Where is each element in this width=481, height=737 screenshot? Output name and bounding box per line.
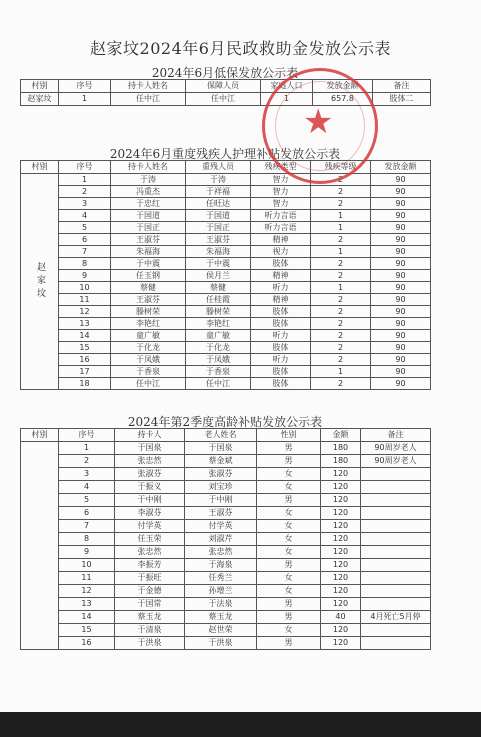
- table-cell: 15: [59, 342, 111, 354]
- table-cell: 童广敏: [111, 330, 186, 342]
- table-cell: 于振旺: [115, 572, 185, 585]
- table-cell: 90: [371, 222, 431, 234]
- table-cell: 于法泉: [185, 598, 257, 611]
- table-row: [21, 559, 431, 572]
- table-cell: 90: [371, 318, 431, 330]
- table-cell: 2: [311, 378, 371, 390]
- header-cell: 序号: [59, 429, 115, 442]
- table-cell: 12: [59, 585, 115, 598]
- table-cell: 120: [321, 481, 361, 494]
- table-cell: 8: [59, 533, 115, 546]
- table-cell: 90: [371, 234, 431, 246]
- header-cell: 残疾等级: [311, 161, 371, 174]
- table-cell: 女: [257, 546, 321, 559]
- table-cell: 120: [321, 468, 361, 481]
- table-cell: 2: [311, 354, 371, 366]
- table-cell: 4: [59, 481, 115, 494]
- table-row: [21, 481, 431, 494]
- table-cell: 120: [321, 494, 361, 507]
- table-cell: 11: [59, 294, 111, 306]
- table-cell: 4: [59, 210, 111, 222]
- header-cell: 老人姓名: [185, 429, 257, 442]
- table-cell: 2: [311, 294, 371, 306]
- table-cell: 朱福海: [186, 246, 251, 258]
- table-row: [21, 210, 431, 222]
- table-cell: 冯重杰: [111, 186, 186, 198]
- table-cell: 90: [371, 270, 431, 282]
- table-cell: 120: [321, 585, 361, 598]
- table-row: [21, 546, 431, 559]
- table-cell: 6: [59, 234, 111, 246]
- table-cell: 肢体: [251, 306, 311, 318]
- table-cell: 15: [59, 624, 115, 637]
- table-row: [21, 270, 431, 282]
- table-cell: 智力: [251, 198, 311, 210]
- header-cell: 性别: [257, 429, 321, 442]
- table-cell: 90周岁老人: [361, 442, 431, 455]
- table-cell: [361, 585, 431, 598]
- table-cell: 肢体: [251, 258, 311, 270]
- table-cell: 蔡健: [111, 282, 186, 294]
- table-cell: [361, 520, 431, 533]
- table-cell: 7: [59, 246, 111, 258]
- table-cell: 于海泉: [185, 559, 257, 572]
- table-cell: 听力言语: [251, 210, 311, 222]
- table-cell: 李振芳: [115, 559, 185, 572]
- table-cell: 120: [321, 559, 361, 572]
- table-cell: 赵世荣: [185, 624, 257, 637]
- table-cell: 蔡健: [186, 282, 251, 294]
- table-row: [21, 520, 431, 533]
- table-cell: 任玉荣: [115, 533, 185, 546]
- table-cell: 任中江: [186, 378, 251, 390]
- table-cell: 2: [59, 455, 115, 468]
- table-cell: 于忠红: [111, 198, 186, 210]
- table-row: [21, 494, 431, 507]
- table-cell: 任中江: [186, 93, 261, 106]
- table-row: [21, 174, 431, 186]
- star-icon: ★: [303, 102, 334, 142]
- table-row: [21, 318, 431, 330]
- page-title: 赵家坟2024年6月民政救助金发放公示表: [90, 39, 391, 58]
- table-cell: 13: [59, 598, 115, 611]
- table-cell: 90: [371, 354, 431, 366]
- table-cell: 李艳红: [186, 318, 251, 330]
- table-cell: 2: [311, 198, 371, 210]
- table-cell: 男: [257, 455, 321, 468]
- table-cell: [361, 546, 431, 559]
- header-row: [21, 80, 431, 93]
- header-row: [21, 161, 431, 174]
- table-cell: 120: [321, 533, 361, 546]
- header-cell: 家庭人口: [261, 80, 313, 93]
- table-cell: 1: [311, 366, 371, 378]
- table-cell: 肢体: [251, 366, 311, 378]
- table-cell: 14: [59, 330, 111, 342]
- table-cell: 1: [311, 210, 371, 222]
- table-cell: 90: [371, 246, 431, 258]
- table-cell: 120: [321, 520, 361, 533]
- table-cell: 于涛: [111, 174, 186, 186]
- table-cell: 12: [59, 306, 111, 318]
- header-cell: 持卡人姓名: [111, 80, 186, 93]
- table-cell: 1: [59, 174, 111, 186]
- table-row: [21, 342, 431, 354]
- table-cell: 于祥福: [186, 186, 251, 198]
- table-cell: 1: [311, 222, 371, 234]
- table-cell: 李艳红: [111, 318, 186, 330]
- table-cell: 付学英: [115, 520, 185, 533]
- table-cell: 1: [261, 93, 313, 106]
- table-cell: 2: [311, 234, 371, 246]
- table-cell: 男: [257, 611, 321, 624]
- table-row: [21, 598, 431, 611]
- table-cell: [361, 572, 431, 585]
- table-cell: 刘淑芹: [185, 533, 257, 546]
- table-cell: 于洪泉: [185, 637, 257, 650]
- table-cell: 2: [59, 186, 111, 198]
- table-cell: 于国正: [111, 222, 186, 234]
- table-cell: 于中震: [111, 258, 186, 270]
- table-cell: 智力: [251, 174, 311, 186]
- header-cell: 残疾类型: [251, 161, 311, 174]
- table-cell: 2: [311, 270, 371, 282]
- table-cell: 任玉钢: [111, 270, 186, 282]
- table-cell: 90周岁老人: [361, 455, 431, 468]
- table-cell: 于中刚: [185, 494, 257, 507]
- table3: [20, 428, 431, 650]
- table-row: [21, 533, 431, 546]
- table-cell: 5: [59, 222, 111, 234]
- table-cell: 女: [257, 481, 321, 494]
- table-cell: 王淑芬: [185, 507, 257, 520]
- table-row: [21, 246, 431, 258]
- table-cell: [361, 533, 431, 546]
- table-cell: 10: [59, 282, 111, 294]
- table-cell: 张淑芬: [185, 468, 257, 481]
- table-cell: 90: [371, 198, 431, 210]
- table-cell: 于清泉: [115, 624, 185, 637]
- table3-title: 2024年第2季度高龄补贴发放公示表: [127, 415, 323, 429]
- table-cell: 女: [257, 520, 321, 533]
- table-cell: 6: [59, 507, 115, 520]
- table-cell: 任中江: [111, 93, 186, 106]
- table-cell: 于化龙: [111, 342, 186, 354]
- table-row: [21, 611, 431, 624]
- table-row: [21, 222, 431, 234]
- header-cell: 持卡人姓名: [111, 161, 186, 174]
- table-cell: 朱福海: [111, 246, 186, 258]
- header-cell: 持卡人: [115, 429, 185, 442]
- table-cell: 男: [257, 442, 321, 455]
- table-cell: 滕树荣: [186, 306, 251, 318]
- table-cell: 2: [311, 258, 371, 270]
- table-cell: 90: [371, 366, 431, 378]
- table-cell: 90: [371, 186, 431, 198]
- table-cell: 180: [321, 442, 361, 455]
- table-row: [21, 306, 431, 318]
- table-cell: 于香泉: [111, 366, 186, 378]
- table-cell: [361, 637, 431, 650]
- table-cell: 王淑芬: [111, 234, 186, 246]
- table-cell: 18: [59, 378, 111, 390]
- table-cell: 男: [257, 559, 321, 572]
- table-cell: 4月死亡5月停: [361, 611, 431, 624]
- table-cell: 于化龙: [186, 342, 251, 354]
- table-row: [21, 366, 431, 378]
- table-cell: 王淑芬: [186, 234, 251, 246]
- table-cell: 听力言语: [251, 222, 311, 234]
- table-cell: 刘宝珍: [185, 481, 257, 494]
- table-cell: 90: [371, 210, 431, 222]
- header-cell: 村别: [21, 161, 59, 174]
- table-cell: 120: [321, 637, 361, 650]
- table-cell: 于振义: [115, 481, 185, 494]
- table-cell: 王淑芬: [111, 294, 186, 306]
- table-row: [21, 468, 431, 481]
- table-cell: 1: [59, 93, 111, 106]
- table-cell: 120: [321, 624, 361, 637]
- village-cell: [21, 442, 59, 650]
- table-row: [21, 637, 431, 650]
- table-cell: 肢体: [251, 378, 311, 390]
- table-cell: 120: [321, 598, 361, 611]
- table-cell: 90: [371, 342, 431, 354]
- table-cell: 1: [311, 282, 371, 294]
- table-cell: 智力: [251, 186, 311, 198]
- table-cell: 肢体: [251, 342, 311, 354]
- village-cell: 赵家坟: [21, 174, 59, 390]
- table-cell: 16: [59, 637, 115, 650]
- header-cell: 保障人员: [186, 80, 261, 93]
- header-cell: 序号: [59, 161, 111, 174]
- official-seal: [262, 68, 378, 184]
- table-cell: 于香泉: [186, 366, 251, 378]
- table-row: [21, 442, 431, 455]
- table-cell: 3: [59, 468, 115, 481]
- table-cell: [361, 559, 431, 572]
- table-cell: 9: [59, 546, 115, 559]
- table-cell: 任中江: [111, 378, 186, 390]
- table-cell: 120: [321, 572, 361, 585]
- table-row: [21, 234, 431, 246]
- table-cell: 精神: [251, 234, 311, 246]
- table-cell: 9: [59, 270, 111, 282]
- table-cell: 付学英: [185, 520, 257, 533]
- header-cell: 序号: [59, 80, 111, 93]
- table-cell: 于国泉: [115, 442, 185, 455]
- table-row: [21, 294, 431, 306]
- header-cell: 金额: [321, 429, 361, 442]
- table-cell: [361, 507, 431, 520]
- table-cell: 蔡玉龙: [115, 611, 185, 624]
- table-cell: [361, 598, 431, 611]
- table-cell: 7: [59, 520, 115, 533]
- table-cell: 赵家坟: [21, 93, 59, 106]
- table-cell: 童广敏: [186, 330, 251, 342]
- bottom-bar: [0, 712, 481, 737]
- table-cell: 8: [59, 258, 111, 270]
- table-cell: 2: [311, 330, 371, 342]
- header-row: [21, 429, 431, 442]
- table-cell: 于国泉: [185, 442, 257, 455]
- table-cell: 90: [371, 258, 431, 270]
- table-cell: [361, 481, 431, 494]
- table-cell: 于中刚: [115, 494, 185, 507]
- header-cell: 发放金额: [313, 80, 373, 93]
- table-cell: 13: [59, 318, 111, 330]
- table-cell: 2: [311, 306, 371, 318]
- table-cell: 侯月兰: [186, 270, 251, 282]
- table-row: [21, 624, 431, 637]
- table-cell: 10: [59, 559, 115, 572]
- table-cell: 40: [321, 611, 361, 624]
- table-row: [21, 378, 431, 390]
- table2: [20, 160, 431, 390]
- table-cell: 男: [257, 637, 321, 650]
- table-cell: [361, 468, 431, 481]
- table-cell: 张忠然: [185, 546, 257, 559]
- header-cell: 村别: [21, 429, 59, 442]
- table-cell: 90: [371, 378, 431, 390]
- table-cell: 听力: [251, 330, 311, 342]
- table-cell: 2: [311, 318, 371, 330]
- table-cell: 1: [311, 246, 371, 258]
- table-cell: 180: [321, 455, 361, 468]
- table-cell: 于国道: [111, 210, 186, 222]
- table-row: [21, 258, 431, 270]
- table-cell: 女: [257, 533, 321, 546]
- header-cell: 备注: [373, 80, 431, 93]
- table-cell: 于国正: [186, 222, 251, 234]
- table-cell: 于涛: [186, 174, 251, 186]
- table-cell: 1: [59, 442, 115, 455]
- table-row: [21, 572, 431, 585]
- table-cell: 120: [321, 507, 361, 520]
- table-cell: 90: [371, 174, 431, 186]
- table-row: [21, 507, 431, 520]
- table-cell: 任桂霞: [186, 294, 251, 306]
- table-row: [21, 282, 431, 294]
- header-cell: 备注: [361, 429, 431, 442]
- table-cell: 于金德: [115, 585, 185, 598]
- table-row: [21, 198, 431, 210]
- table-cell: 视力: [251, 246, 311, 258]
- table-cell: 肢体二: [373, 93, 431, 106]
- table-cell: 女: [257, 585, 321, 598]
- table-cell: 蔡玉龙: [185, 611, 257, 624]
- table-cell: 李淑芬: [115, 507, 185, 520]
- table-cell: 男: [257, 598, 321, 611]
- table-cell: 2: [311, 186, 371, 198]
- table-cell: 女: [257, 624, 321, 637]
- table-cell: 张忠然: [115, 546, 185, 559]
- table-row: [21, 585, 431, 598]
- table-cell: 精神: [251, 270, 311, 282]
- table-cell: 17: [59, 366, 111, 378]
- table-cell: 于中震: [186, 258, 251, 270]
- table-cell: 3: [59, 198, 111, 210]
- table-cell: 肢体: [251, 318, 311, 330]
- table-cell: 90: [371, 282, 431, 294]
- table1-title: 2024年6月低保发放公示表: [151, 66, 299, 80]
- table-cell: 女: [257, 468, 321, 481]
- table-row: [21, 455, 431, 468]
- table-cell: 于国常: [115, 598, 185, 611]
- table-cell: 张淑芬: [115, 468, 185, 481]
- table-cell: 90: [371, 330, 431, 342]
- table-cell: [361, 494, 431, 507]
- table-cell: 张忠然: [115, 455, 185, 468]
- table-cell: 2: [311, 174, 371, 186]
- table-cell: 16: [59, 354, 111, 366]
- table-cell: 任旺达: [186, 198, 251, 210]
- table-cell: 孙增兰: [185, 585, 257, 598]
- table-cell: 听力: [251, 282, 311, 294]
- table-cell: 657.8: [313, 93, 373, 106]
- table-row: [21, 186, 431, 198]
- table-cell: 精神: [251, 294, 311, 306]
- table-cell: 14: [59, 611, 115, 624]
- table-cell: 2: [311, 342, 371, 354]
- table-cell: 蔡金斌: [185, 455, 257, 468]
- table-cell: 120: [321, 546, 361, 559]
- table-cell: 任秀兰: [185, 572, 257, 585]
- table-row: [21, 330, 431, 342]
- table-cell: 5: [59, 494, 115, 507]
- table-cell: 90: [371, 306, 431, 318]
- header-cell: 村别: [21, 80, 59, 93]
- table-cell: 女: [257, 572, 321, 585]
- table-cell: 于凤娥: [111, 354, 186, 366]
- table-cell: 于洪泉: [115, 637, 185, 650]
- table-cell: 于国道: [186, 210, 251, 222]
- table2-title: 2024年6月重度残疾人护理补贴发放公示表: [109, 147, 341, 161]
- table-cell: 女: [257, 507, 321, 520]
- header-cell: 发放金额: [371, 161, 431, 174]
- table-cell: [361, 624, 431, 637]
- header-cell: 重残人员: [186, 161, 251, 174]
- table-cell: 11: [59, 572, 115, 585]
- table-cell: 滕树荣: [111, 306, 186, 318]
- table-row: [21, 354, 431, 366]
- table-cell: 于凤娥: [186, 354, 251, 366]
- table-cell: 听力: [251, 354, 311, 366]
- table-cell: 90: [371, 294, 431, 306]
- table-cell: 男: [257, 494, 321, 507]
